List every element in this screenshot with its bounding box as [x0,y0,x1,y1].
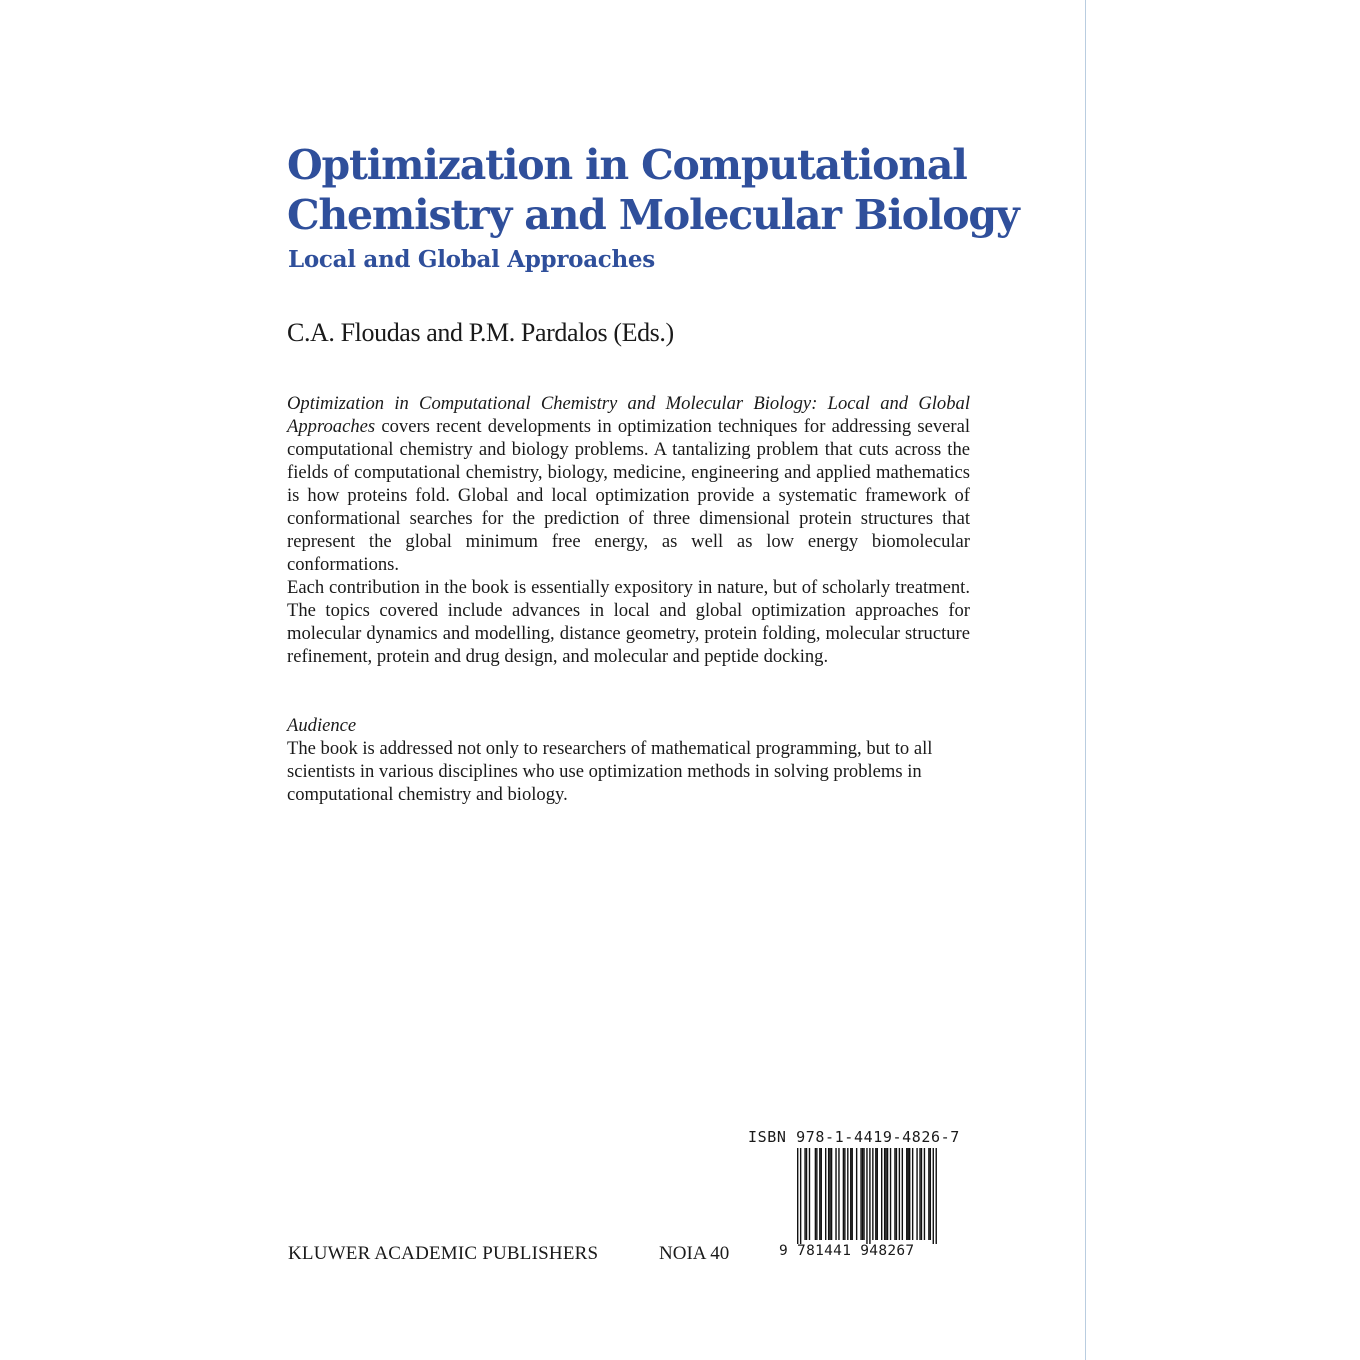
description-paragraph-1-text: covers recent developments in optimization techniques for addressing several computational chemistry and biology problems. A tantalizing problem that cuts across the fields of computational chemistry, biology, medicine, engineering and applied mathematics is how proteins fold. Global and local optimization provide a systematic framework of conformational searches for the prediction of three dimensional protein structures that represent the global minimum free energy, as well as low energy biomolecular conformations. [287,416,970,575]
barcode-bar [885,1148,886,1240]
barcode-bar [866,1148,867,1244]
barcode-bar [933,1148,934,1244]
isbn-label: ISBN 978-1-4419-4826-7 [748,1128,960,1146]
barcode-bar [894,1148,895,1240]
barcode-bar [835,1148,836,1240]
book-title [287,140,1019,240]
series-number: NOIA 40 [659,1243,730,1264]
barcode-bar [881,1148,882,1240]
barcode-bar [816,1148,817,1240]
barcode-bar [899,1148,900,1240]
description-paragraph-2: Each contribution in the book is essentially expository in nature, but of scholarly treatment. The topics covered include advances in local and global optimization approaches for molecular dynamics and modelling, distance geometry, protein folding, molecular structure refinement, protein and drug design, and molecular and peptide docking. [287,577,970,667]
barcode-bar [806,1148,807,1240]
book-title-line-2: Chemistry and Molecular Biology [287,191,1019,239]
barcode-bar [908,1148,909,1240]
barcode-bar [821,1148,822,1240]
barcode-bar [844,1148,845,1240]
isbn-barcode [797,1148,937,1244]
barcode-bar [809,1148,810,1240]
barcode-bar [887,1148,888,1240]
barcode-bar [862,1148,863,1240]
book-subtitle: Local and Global Approaches [288,246,655,273]
barcode-bar [875,1148,876,1240]
barcode-bar [869,1148,870,1244]
book-editors: C.A. Floudas and P.M. Pardalos (Eds.) [287,318,674,347]
barcode-bar [843,1148,844,1240]
barcode-bar [909,1148,910,1240]
book-title-line-1: Optimization in Computational [287,141,967,189]
barcode-bar [804,1148,805,1240]
barcode-bar [838,1148,839,1240]
barcode-bar [912,1148,913,1240]
barcode-bar [890,1148,891,1240]
barcode-bar [828,1148,829,1240]
description-paragraph-1 [287,392,970,576]
barcode-bar [902,1148,903,1240]
barcode-bar [797,1148,798,1244]
publisher-name: KLUWER ACADEMIC PUBLISHERS [288,1243,599,1264]
barcode-bar [829,1148,830,1240]
barcode-bar [863,1148,864,1240]
barcode-bar [856,1148,857,1240]
barcode-bar [819,1148,820,1240]
barcode-bar [916,1148,917,1240]
barcode-bar [919,1148,920,1240]
barcode-bar [877,1148,878,1240]
barcode-bar [852,1148,853,1240]
barcode-bar [906,1148,907,1240]
audience-heading: Audience [287,715,357,736]
barcode-bar [850,1148,851,1240]
barcode-bar [936,1148,937,1244]
audience-text: The book is addressed not only to researchers of mathematical programming, but to all scientists in various disciplines who use optimization methods in solving problems in computational chemistry and biology. [287,738,933,805]
barcode-digits: 9 781441 948267 [779,1243,915,1259]
description-title-italic: Optimization in Computational Chemistry and Molecular Biology: Local and Global Approaches [287,393,970,437]
barcode-bar [921,1148,922,1240]
barcode-bar [896,1148,897,1240]
barcode-bar [928,1148,929,1240]
spine-edge-line [1085,0,1086,1360]
barcode-bar [930,1148,931,1240]
barcode-bar [884,1148,885,1240]
barcode-bar [815,1148,816,1240]
barcode-bar [800,1148,801,1244]
barcode-bar [872,1148,873,1240]
barcode-bar [924,1148,925,1240]
barcode-bar [831,1148,832,1240]
barcode-bar [860,1148,861,1240]
barcode-bar [825,1148,826,1240]
barcode-bar [847,1148,848,1240]
